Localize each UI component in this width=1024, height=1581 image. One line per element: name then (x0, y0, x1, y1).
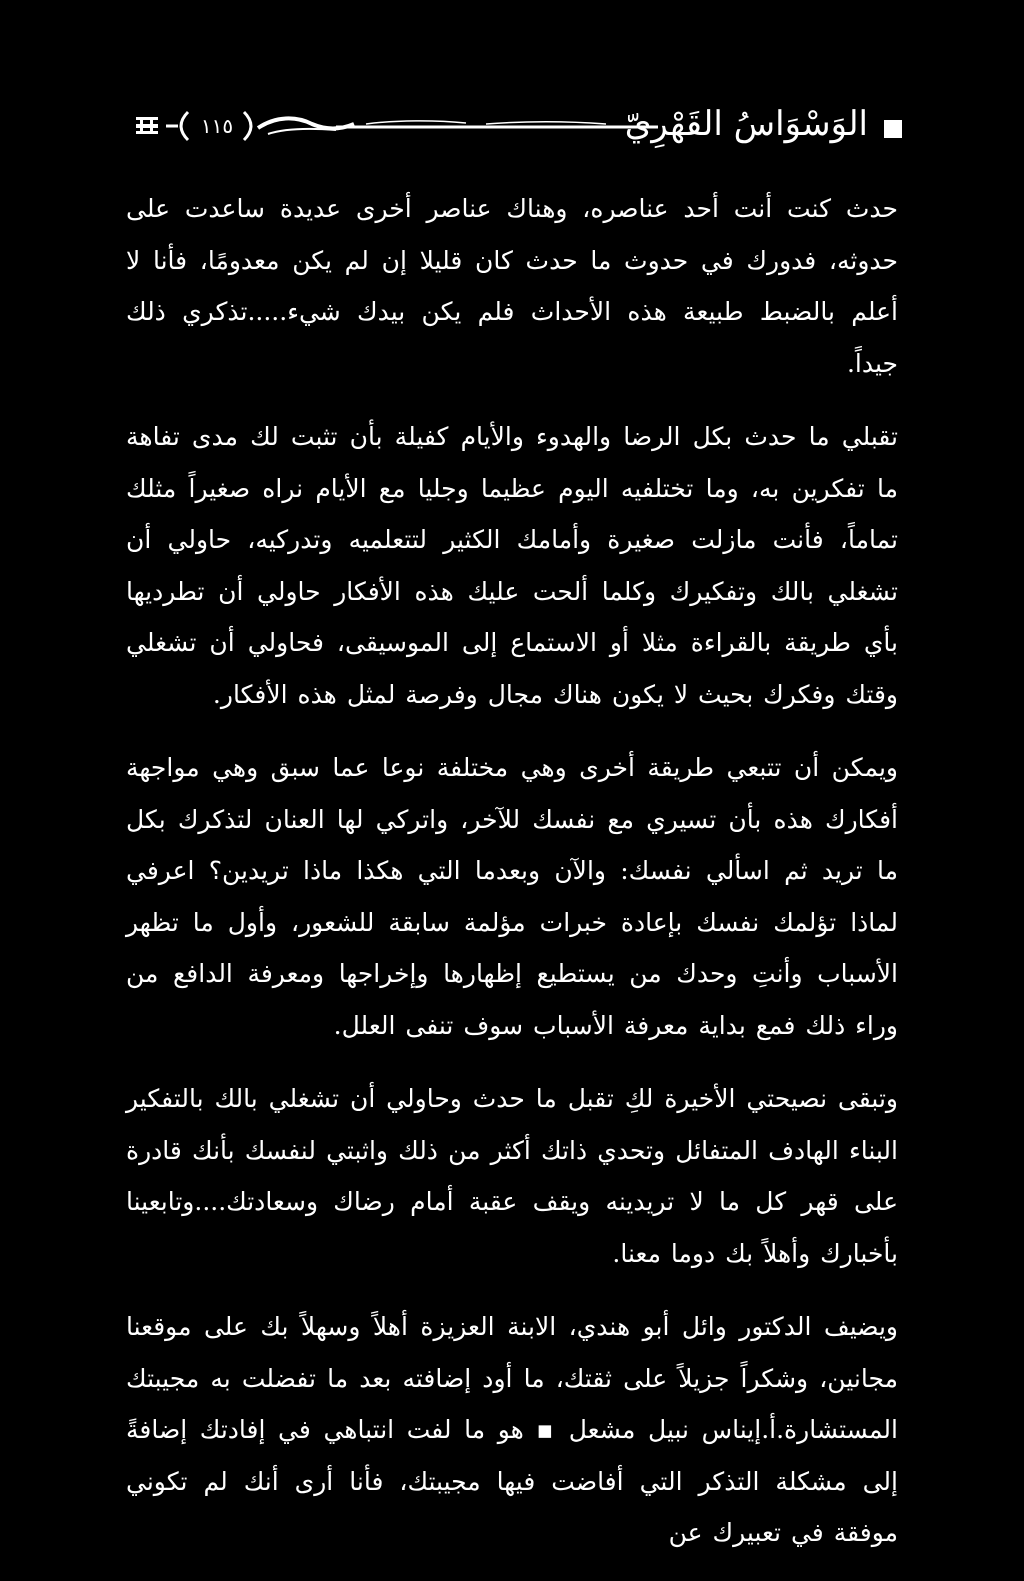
page-number: ١١٥ (200, 114, 234, 138)
page-body (126, 183, 898, 1581)
paragraph-1: حدث كنت أنت أحد عناصره، وهناك عناصر أخرى عديدة ساعدت على حدوثه، فدورك في حدوث ما حدث كان قليلا إن لم يكن معدومًا، فأنا لا أعلم بالضبط طبيعة هذه الأحداث فلم يكن بيدك شيء.....تذكري ذلك جيداً. (126, 194, 898, 378)
running-title: الوَسْوَاسُ القَهْرِيّ (624, 104, 868, 144)
paragraph-4: وتبقى نصيحتي الأخيرة لكِ تقبل ما حدث وحاولي أن تشغلي بالك بالتفكير البناء الهادف المتفائل وتحدي ذاتك أكثر من ذلك واثبتي لنفسك بأنك قادرة على قهر كل ما لا تريدينه ويقف عقبة أمام رضاك وسعادتك....وتابعينا بأخبارك وأهلاً بك دوما معنا. (126, 1084, 898, 1268)
paragraph-2: تقبلي ما حدث بكل الرضا والهدوء والأيام كفيلة بأن تثبت لك مدى تفاهة ما تفكرين به، وما تختلفيه اليوم عظيما وجليا مع الأيام نراه صغيراً مثلك تماماً، فأنت مازلت صغيرة وأمامك الكثير لتتعلميه وتدركيه، حاولي أن تشغلي بالك وتفكيرك وكلما ألحت عليك هذه الأفكار حاولي أن تطرديها بأي طريقة بالقراءة مثلا أو الاستماع إلى الموسيقى، فحاولي أن تشغلي وقتك وفكرك بحيث لا يكون هناك مجال وفرصة لمثل هذه الأفكار. (126, 422, 898, 709)
paragraph-3: ويمكن أن تتبعي طريقة أخرى وهي مختلفة نوعا عما سبق وهي مواجهة أفكارك هذه بأن تسيري مع نفسك للآخر، واتركي لها العنان لتذكرك بكل ما تريد ثم اسألي نفسك: والآن وبعدما التي هكذا ماذا تريدين؟ اعرفي لماذا تؤلمك نفسك بإعادة خبرات مؤلمة سابقة للشعور، وأول ما تظهر الأسباب وأنتِ وحدك من يستطيع إظهارها وإخراجها ومعرفة الدافع من وراء ذلك فمع بداية معرفة الأسباب سوف تنفى العلل. (126, 753, 898, 1040)
paragraph-5: ويضيف الدكتور وائل أبو هندي، الابنة العزيزة أهلاً وسهلاً بك على موقعنا مجانين، وشكراً جزيلاً على ثقتك، ما أود إضافته بعد ما تفضلت به مجيبتك المستشارة.أ.إيناس نبيل مشعل ▪ هو ما لفت انتباهي في إفادتك إضافةً إلى مشكلة التذكر التي أفاضت فيها مجيبتك، فأنا أرى أنك لم تكوني موفقة في تعبيرك عن (126, 1312, 898, 1547)
page-header (126, 100, 902, 150)
header-square-marker (884, 120, 902, 138)
